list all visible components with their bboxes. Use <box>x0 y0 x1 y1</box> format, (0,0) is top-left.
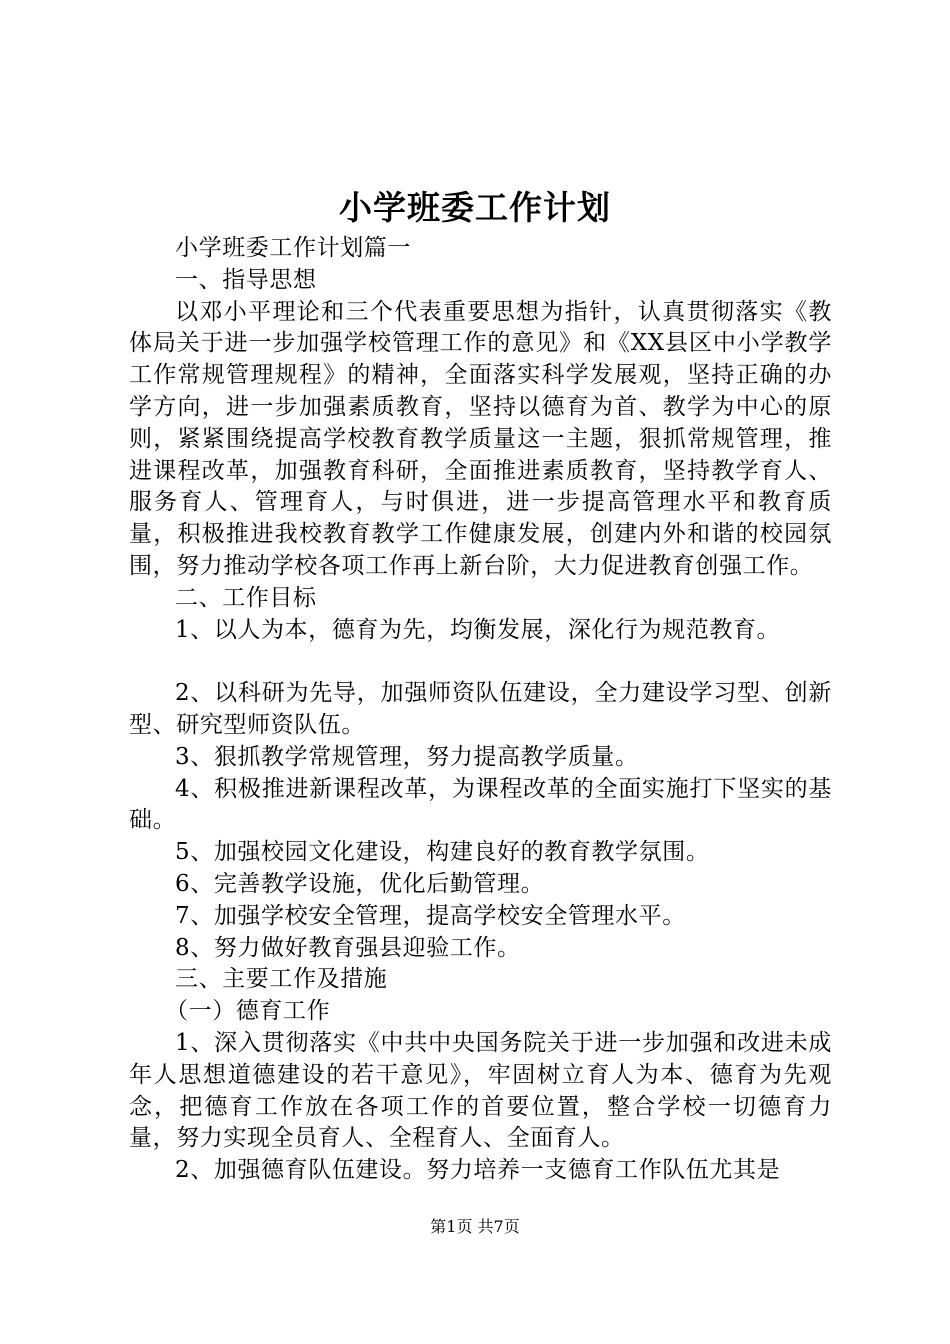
section-heading: 小学班委工作计划篇一 <box>175 235 411 261</box>
list-item: 1、深入贯彻落实《中共中央国务院关于进一步加强和改进未成年人思想道德建设的若干意见》，牢固树立育人为本、德育为先观念，把德育工作放在各项工作的首要位置，整合学校一切德育力量，努力实现全员育人、全程育人、全面育人。 <box>129 1029 832 1152</box>
list-item: 7、加强学校安全管理，提高学校安全管理水平。 <box>175 902 686 929</box>
list-item: 4、积极推进新课程改革，为课程改革的全面实施打下坚实的基础。 <box>129 775 832 834</box>
page-title: 小学班委工作计划 <box>339 188 611 227</box>
blank-line <box>129 646 832 678</box>
section-heading: 一、指导思想 <box>175 266 317 293</box>
list-item: 8、努力做好教育强县迎验工作。 <box>175 934 521 961</box>
section-heading: 三、主要工作及措施 <box>175 966 388 993</box>
document-body <box>129 233 832 1187</box>
paragraph: 以邓小平理论和三个代表重要思想为指针，认真贯彻落实《教体局关于进一步加强学校管理工作的意见》和《XX县区中小学教学工作常规管理规程》的精神，全面落实科学发展观，坚持正确的办学方向，进一步加强素质教育，坚持以德育为首、教学为中心的原则，紧紧围绕提高学校教育教学质量这一主题，狠抓常规管理，推进课程改革，加强教育科研，全面推进素质教育，坚持教学育人、服务育人、管理育人，与时俱进，进一步提高管理水平和教育质量，积极推进我校教育教学工作健康发展，创建内外和谐的校园氛围，努力推动学校各项工作再上新台阶，大力促进教育创强工作。 <box>129 298 832 579</box>
list-item: 3、狠抓教学常规管理，努力提高教学质量。 <box>175 743 639 770</box>
page-footer: 第1页 共7页 <box>430 1217 520 1236</box>
section-heading: 二、工作目标 <box>175 584 317 611</box>
list-item: 1、以人为本，德育为先，均衡发展，深化行为规范教育。 <box>175 616 781 643</box>
subsection-heading: （一）德育工作 <box>165 998 331 1025</box>
list-item: 6、完善教学设施，优化后勤管理。 <box>175 870 545 897</box>
list-item: 2、以科研为先导，加强师资队伍建设，全力建设学习型、创新型、研究型师资队伍。 <box>129 680 832 738</box>
list-item: 2、加强德育队伍建设。努力培养一支德育工作队伍尤其是 <box>175 1157 781 1184</box>
list-item: 5、加强校园文化建设，构建良好的教育教学氛围。 <box>175 839 710 866</box>
